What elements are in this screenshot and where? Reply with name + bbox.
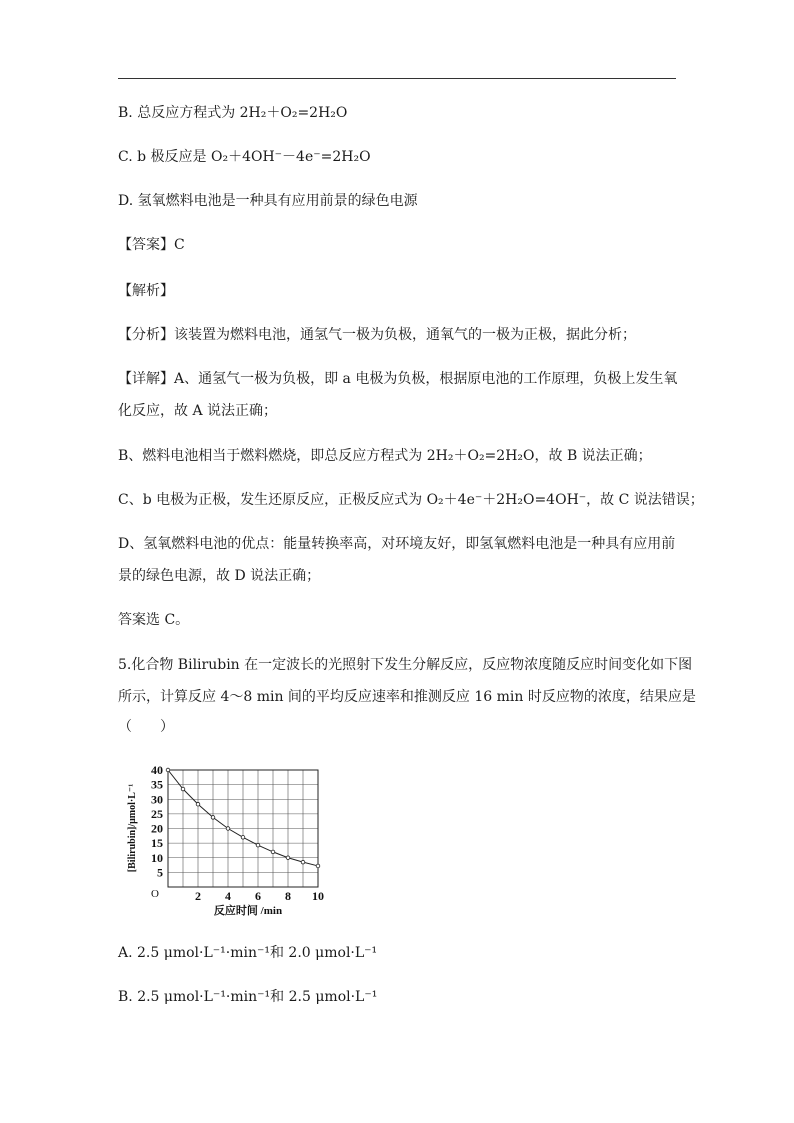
detail-line-a2: 化反应，故 A 说法正确；: [118, 403, 278, 419]
y-tick-labels: [151, 763, 163, 879]
option-b-5: B. 2.5 μmol·L⁻¹·min⁻¹和 2.5 μmol·L⁻¹: [118, 989, 378, 1005]
data-point: [316, 864, 320, 868]
question-5-line2: 所示，计算反应 4～8 min 间的平均反应速率和推测反应 16 min 时反应物的浓度，结果应是: [118, 689, 696, 705]
detail-line-b: B、燃料电池相当于燃料燃烧，即总反应方程式为 2H₂＋O₂=2H₂O，故 B 说法正确；: [118, 448, 652, 464]
y-tick-label: 5: [157, 865, 163, 880]
data-point: [286, 856, 290, 860]
data-point: [226, 827, 230, 831]
option-a-5: A. 2.5 μmol·L⁻¹·min⁻¹和 2.0 μmol·L⁻¹: [118, 945, 378, 961]
x-tick-label: 4: [225, 889, 231, 903]
y-tick-label: 10: [151, 850, 163, 865]
data-point: [241, 835, 245, 839]
y-tick-label: 30: [151, 792, 163, 807]
answer-line: 【答案】C: [118, 237, 185, 253]
bilirubin-chart: [120, 758, 330, 918]
y-axis-label: [Bilirubin]/μmol·L⁻¹: [127, 783, 138, 873]
detail-line-d1: D、氢氧燃料电池的优点：能量转换率高，对环境友好，即氢氧燃料电池是一种具有应用前: [118, 536, 676, 552]
detail-line-c: C、b 电极为正极，发生还原反应，正极反应式为 O₂＋4e⁻＋2H₂O=4OH⁻，故 C 说法错误；: [118, 492, 704, 508]
data-point: [166, 768, 170, 772]
x-tick-label: 2: [195, 889, 201, 903]
y-tick-label: 40: [151, 763, 163, 777]
header-rule: [118, 78, 676, 79]
x-tick-labels: [195, 889, 324, 903]
data-point: [256, 843, 260, 847]
x-tick-label: 6: [255, 889, 261, 903]
y-tick-label: 20: [151, 821, 163, 836]
y-tick-label: 15: [151, 836, 163, 851]
origin-label: O: [151, 888, 159, 900]
question-5-line1: 5.化合物 Bilirubin 在一定波长的光照射下发生分解反应，反应物浓度随反应时间变化如下图: [118, 657, 693, 673]
option-d: D. 氢氧燃料电池是一种具有应用前景的绿色电源: [118, 193, 418, 209]
chart-grid: [168, 770, 318, 887]
x-tick-label: 8: [285, 889, 291, 903]
x-tick-label: 10: [312, 889, 324, 903]
data-point: [301, 860, 305, 864]
data-point: [181, 787, 185, 791]
data-point: [196, 802, 200, 806]
x-axis-label: 反应时间 /min: [213, 905, 283, 917]
y-tick-label: 25: [151, 806, 163, 821]
question-5-blank: （ ）: [118, 719, 174, 735]
data-point: [271, 850, 275, 854]
analysis-summary: 【分析】该装置为燃料电池，通氢气一极为负极，通氧气的一极为正极，据此分析；: [118, 327, 636, 343]
y-tick-label: 35: [151, 777, 163, 792]
final-answer: 答案选 C。: [118, 612, 190, 628]
data-point: [211, 816, 215, 820]
detail-line-a1: 【详解】A、通氢气一极为负极，即 a 电极为负极，根据原电池的工作原理，负极上发生氧: [118, 371, 678, 387]
option-c: C. b 极反应是 O₂＋4OH⁻－4e⁻=2H₂O: [118, 149, 371, 165]
option-b: B. 总反应方程式为 2H₂＋O₂=2H₂O: [118, 105, 348, 121]
detail-line-d2: 景的绿色电源，故 D 说法正确；: [118, 568, 321, 584]
analysis-heading: 【解析】: [118, 283, 174, 299]
